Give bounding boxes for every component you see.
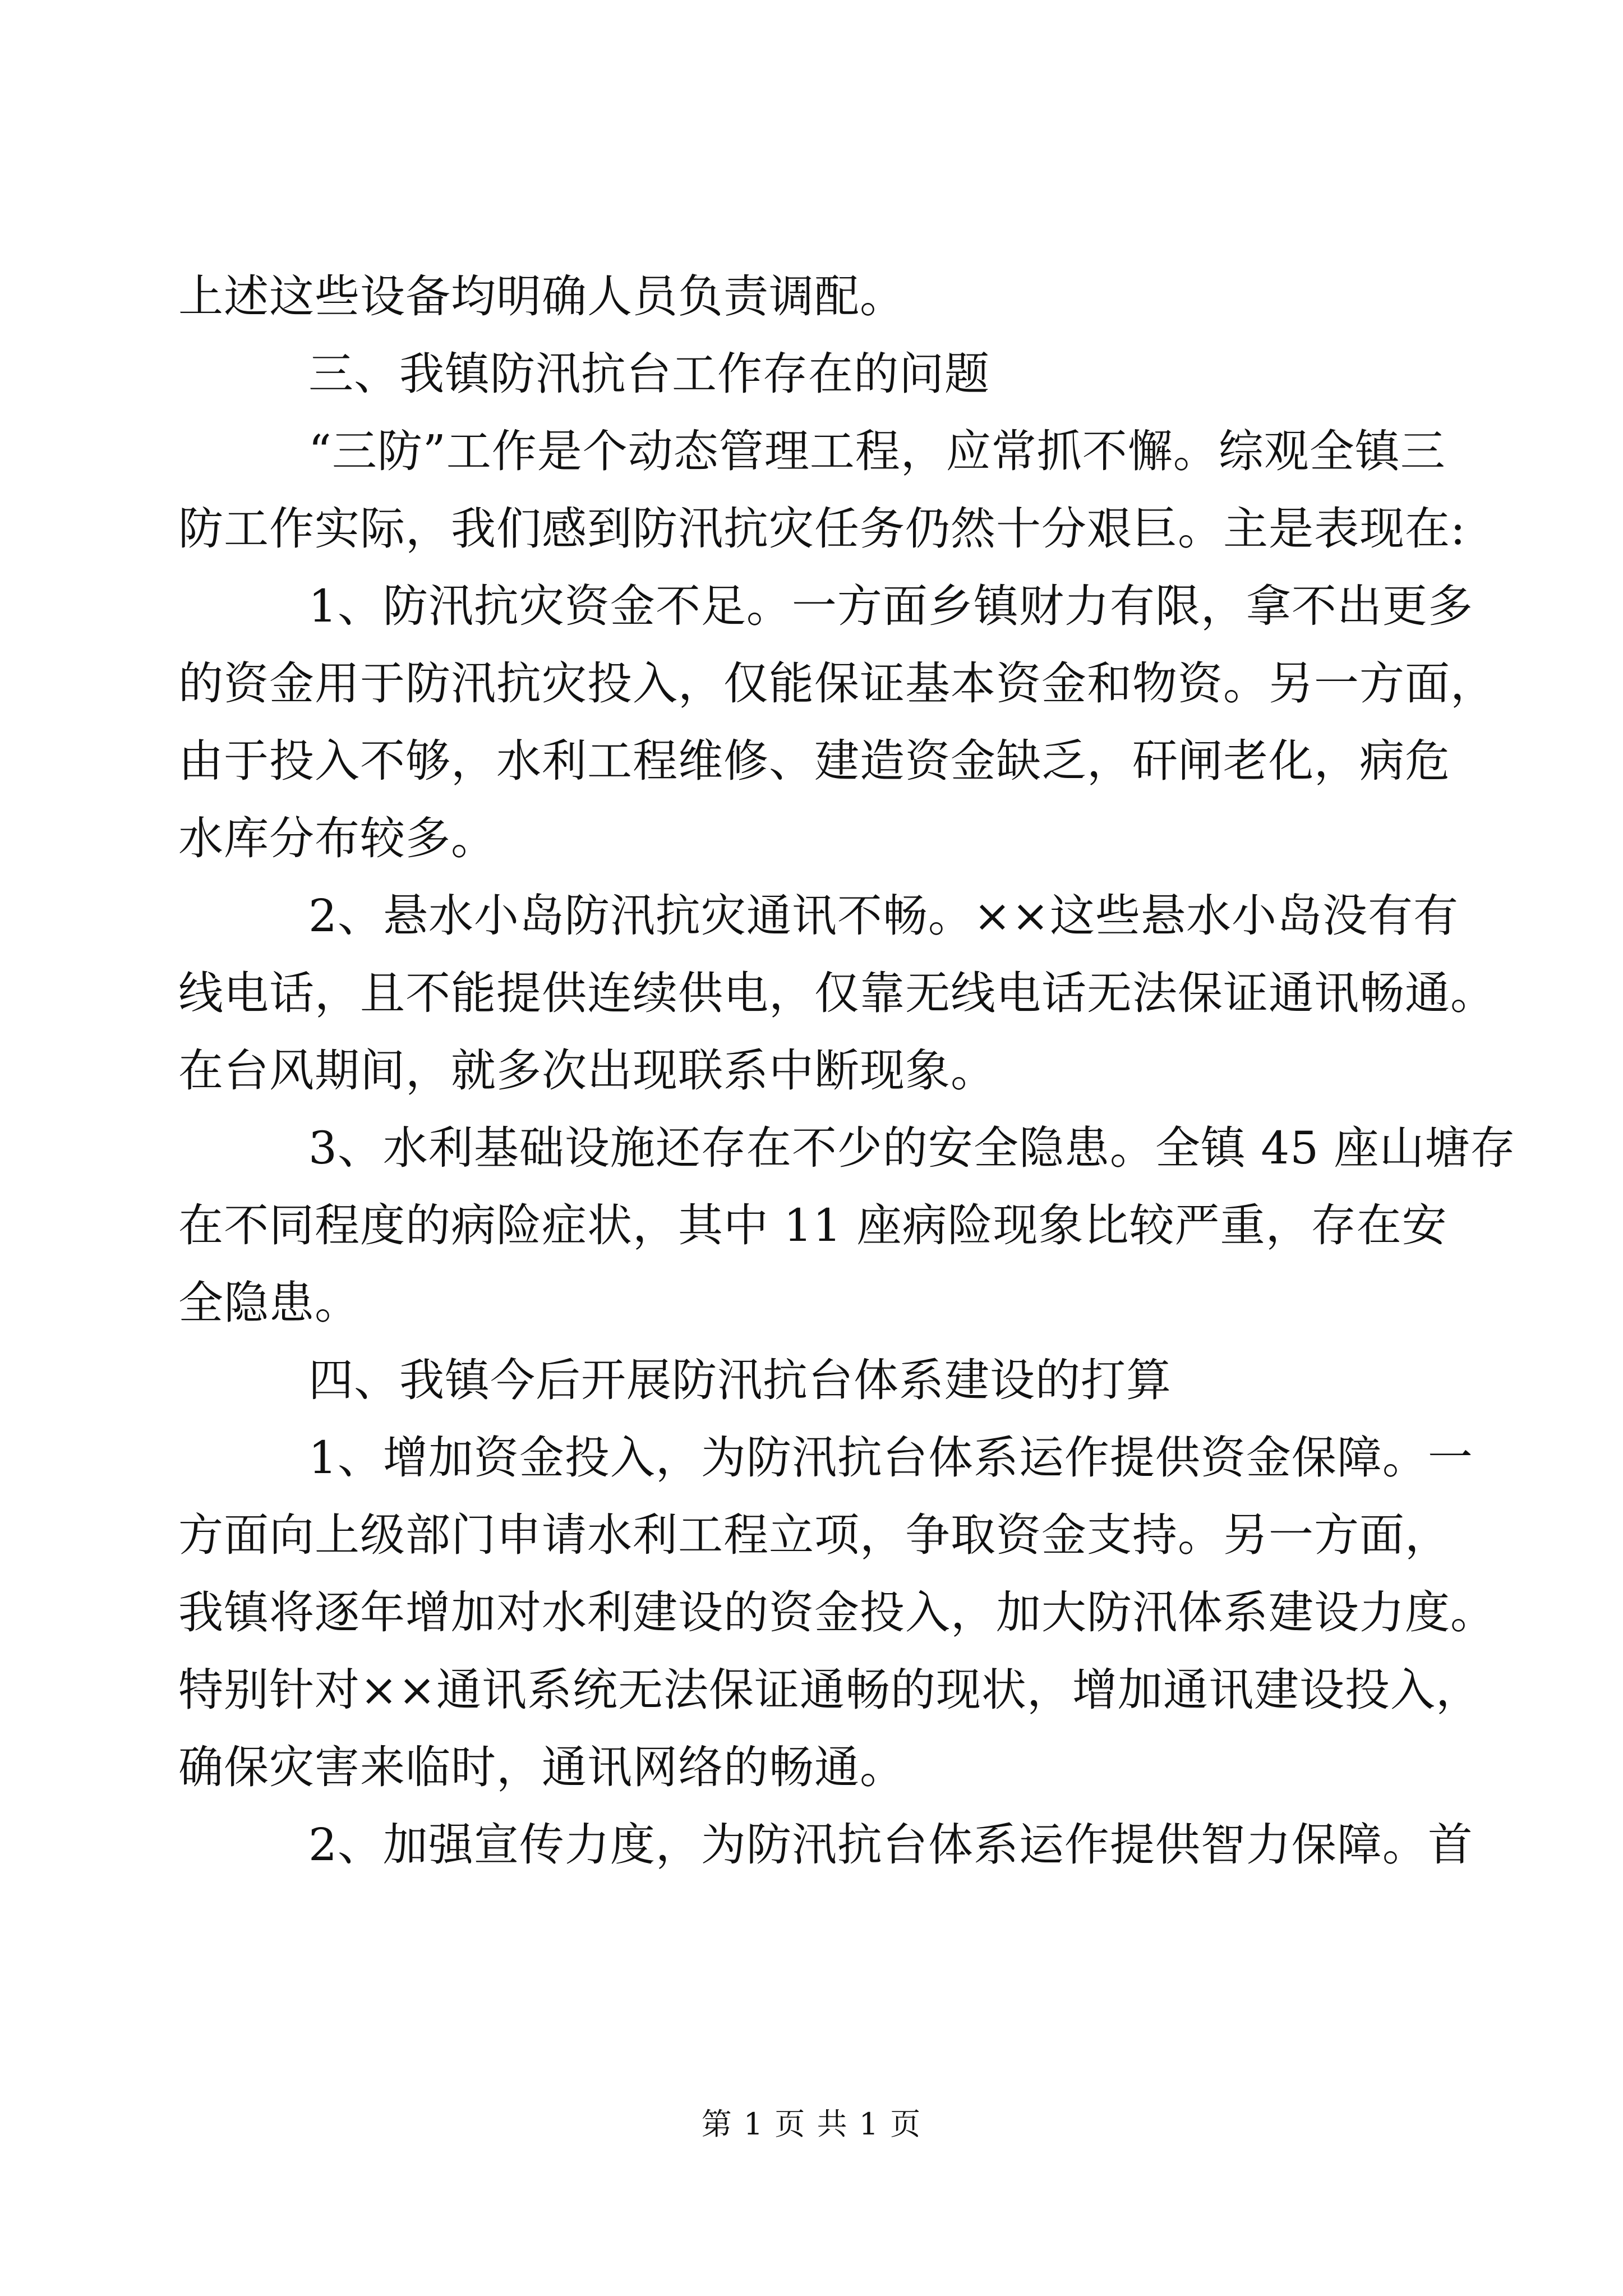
text-line: 由于投入不够，水利工程维修、建造资金缺乏，矸闸老化，病危: [178, 735, 1450, 787]
text-line: 水库分布较多。: [178, 812, 496, 864]
text-line: 特别针对××通讯系统无法保证通畅的现状，增加通讯建设投入，: [178, 1664, 1482, 1716]
text-line: 方面向上级部门申请水利工程立项，争取资金支持。另一方面，: [178, 1509, 1450, 1561]
text-line: 我镇将逐年增加对水利建设的资金投入，加大防汛体系建设力度。: [178, 1586, 1496, 1639]
text-line: 上述这些设备均明确人员负责调配。: [178, 270, 905, 323]
page-number-footer: 第 1 页 共 1 页: [701, 2106, 922, 2142]
paragraph-line: 1、增加资金投入，为防汛抗台体系运作提供资金保障。一: [308, 1432, 1473, 1484]
text-line: 线电话，且不能提供连续供电，仅靠无线电话无法保证通讯畅通。: [178, 967, 1496, 1019]
text-line: 在不同程度的病险症状，其中 11 座病险现象比较严重，存在安: [178, 1199, 1447, 1251]
paragraph-line: 2、加强宣传力度，为防汛抗台体系运作提供智力保障。首: [308, 1819, 1473, 1871]
paragraph-line: “三防”工作是个动态管理工程，应常抓不懈。综观全镇三: [308, 425, 1446, 477]
section-heading: 三、我镇防汛抗台工作存在的问题: [308, 348, 990, 400]
body-text: [178, 258, 1516, 1884]
text-line: 确保灾害来临时，通讯网络的畅通。: [178, 1741, 905, 1793]
section-heading: 四、我镇今后开展防汛抗台体系建设的打算: [308, 1354, 1172, 1406]
text-line: 防工作实际，我们感到防汛抗灾任务仍然十分艰巨。主是表现在:: [178, 503, 1466, 555]
text-line: 在台风期间，就多次出现联系中断现象。: [178, 1045, 996, 1097]
paragraph-line: 1、防汛抗灾资金不足。一方面乡镇财力有限，拿不出更多: [308, 580, 1473, 632]
paragraph-line: 2、悬水小岛防汛抗灾通讯不畅。××这些悬水小岛没有有: [308, 890, 1459, 942]
paragraph-line: 3、水利基础设施还存在不少的安全隐患。全镇 45 座山塘存: [308, 1122, 1516, 1174]
text-line: 全隐患。: [178, 1277, 360, 1329]
text-line: 的资金用于防汛抗灾投入，仅能保证基本资金和物资。另一方面，: [178, 657, 1496, 710]
